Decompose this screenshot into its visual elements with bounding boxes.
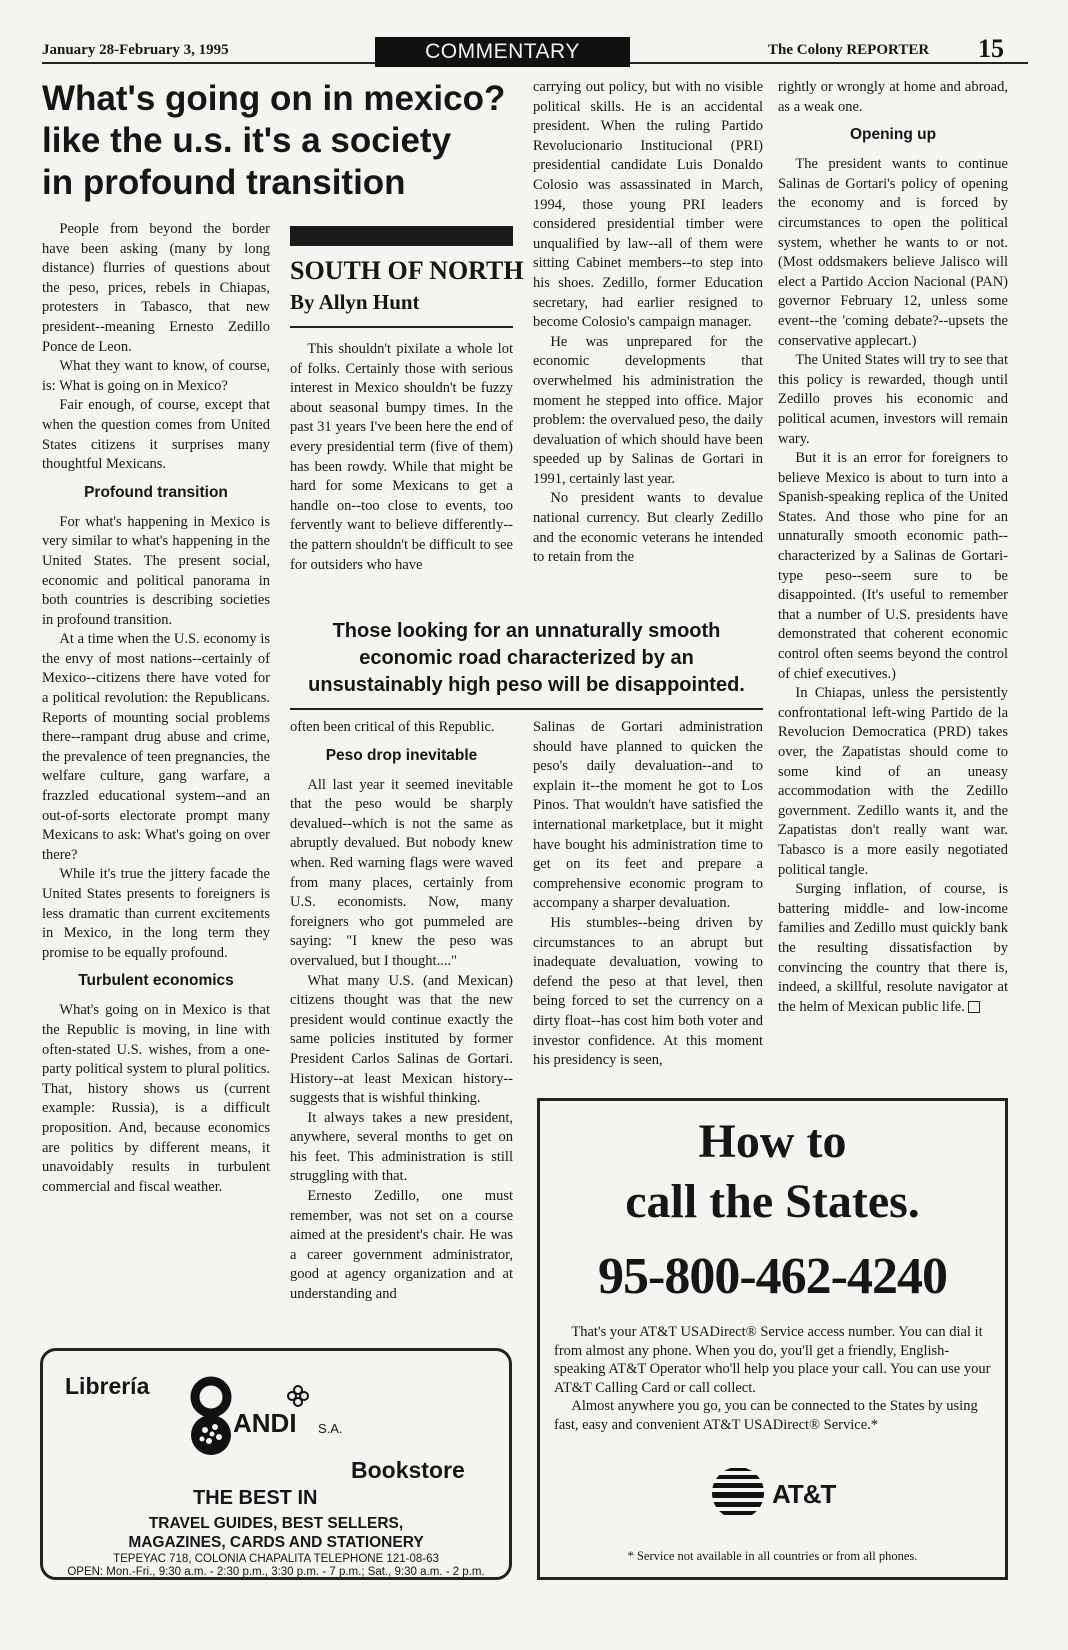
- column-4: [778, 78, 1008, 1017]
- andi-wordmark: ANDI: [233, 1408, 297, 1438]
- paragraph: At a time when the U.S. economy is the envy of most nations--certainly of Mexico--citizens there have voted for a political revolution: the Republicans. Reports of mounting social problems there--rampant drug abuse and crime, the prevalence of teen pregnancies, the welfare culture, gang warfare, a frazzled educational system--and an out-of-sorts electorate prompt many Mexicans to ask: What's going on over there?: [42, 631, 270, 863]
- paragraph: [778, 880, 1008, 1017]
- headline-line: like the u.s. it's a society: [42, 121, 452, 160]
- address: TEPEYAC 718, COLONIA CHAPALITA TELEPHONE 121-08-63: [113, 1553, 439, 1565]
- best-in-label: THE BEST IN: [193, 1487, 318, 1509]
- subhead: Opening up: [849, 126, 937, 144]
- paragraph: It always takes a new president, anywhere, several months to get on his feet. This administration is still struggling with that.: [290, 1109, 513, 1185]
- paragraph: People from beyond the border have been asking (many by long distance) flurries of questions about the peso, prices, rebels in Chiapas, protesters in Tabasco, that new president--meaning Ernesto Zedillo Ponce de Leon.: [42, 221, 270, 355]
- byline-rule: [290, 326, 513, 328]
- bookstore-label: Bookstore: [351, 1457, 465, 1483]
- end-mark-icon: [968, 1001, 980, 1013]
- column-title: SOUTH OF NORTH: [290, 256, 524, 285]
- paragraph: What many U.S. (and Mexican) citizens thought was that the new president would continue exactly the same policies instituted by former President Carlos Salinas de Gortari. History--at least Mexican history--suggests that is wishful thinking.: [290, 972, 513, 1107]
- paragraph: Fair enough, of course, except that when the question comes from United States citizens it surprises many thoughtful Mexicans.: [42, 397, 270, 473]
- products-line: MAGAZINES, CARDS AND STATIONERY: [128, 1534, 424, 1551]
- paragraph: But it is an error for foreigners to believe Mexico is about to turn into a Spanish-speaking replica of the United States. And those who pine for an unnaturally smooth economic path--characterized by a Salinas de Gortari-type peso--seem sure to be disappointed. (It's useful to remember that a number of U.S. presidents have demonstrated that coherent economic control often seems beyond the control of chief executives.): [778, 450, 1008, 682]
- headline-line: What's going on in mexico?: [42, 79, 506, 118]
- page-number: 15: [978, 34, 1004, 63]
- column-2-continued: [290, 718, 513, 1305]
- byline: By Allyn Hunt: [290, 290, 420, 314]
- paragraph: That's your AT&T USADirect® Service access number. You can dial it from almost any phone. When you do, you'll get a friendly, English-speaking AT&T Operator who'll help you place your call. You can use your AT&T Calling Card or call collect.: [554, 1324, 991, 1396]
- paragraph: The president wants to continue Salinas de Gortari's policy of opening the economy and is forced by circumstances to open the political system, whether he wants to or not. (Most oddsmakers believe Jalisco will elect a Partido Accion Nacional (PAN) governor February 12, unless some event--the 'coming debate?--upsets the conservative applecart.): [778, 156, 1008, 349]
- paragraph: No president wants to devalue national currency. But clearly Zedillo and the economic veterans he intended to retain from the: [533, 490, 763, 566]
- paragraph: often been critical of this Republic.: [290, 719, 495, 735]
- column-3-continued: [533, 718, 763, 1071]
- issue-date: January 28-February 3, 1995: [42, 42, 229, 58]
- subhead: Peso drop inevitable: [325, 746, 478, 764]
- paragraph: carrying out policy, but with no visible political skills. He is an accidental president. When the ruling Partido Revolucionario Institucional (PRI) presidential candidate Luis Donaldo Colosio was assassinated in March, 1994, those young PRI leaders considered presidential timber were unqualified by law--all of them were sitting Cabinet members--to step into his shoes. Zedillo, former Education secretary, had earlier resigned to become Colosio's campaign manager.: [533, 79, 763, 331]
- bookstore-ad: [40, 1348, 512, 1580]
- access-number: 95-800-462-4240: [598, 1248, 947, 1305]
- products-line: TRAVEL GUIDES, BEST SELLERS,: [148, 1515, 404, 1532]
- ad-headline: call the States.: [625, 1175, 920, 1228]
- sa-label: S.A.: [318, 1421, 343, 1436]
- subhead: Turbulent economics: [78, 972, 234, 990]
- products-text: [43, 1514, 509, 1552]
- section-label: COMMENTARY: [375, 37, 630, 67]
- paragraph-text: Surging inflation, of course, is battering middle- and low-income families and Zedillo must quickly bank the resulting dissatisfaction by convincing the country that there is, indeed, a skillful, resolute navigator at the helm of Mexican public life.: [778, 881, 1008, 1015]
- paragraph: For what's happening in Mexico is very similar to what's happening in the United States. The present social, economic and political panorama in both countries is describing societies in profound transition.: [42, 513, 270, 628]
- paragraph: In Chiapas, unless the persistently confrontational left-wing Partido de la Revolucion Democratica (PRD) takes over, the Zapatistas should come to some kind of an uneasy accommodation with the Zedillo government. Zedillo wants it, and the Zapatistas don't really want war. Tabasco is a more easily negotiated political tangle.: [778, 685, 1008, 878]
- address-block: [43, 1553, 509, 1579]
- att-logo-text: AT&T: [772, 1479, 836, 1509]
- paragraph: The United States will try to see that this policy is rewarded, though until Zedillo proves his economic and political acumen, investors will remain wary.: [778, 352, 1008, 447]
- flower-icon: [287, 1385, 309, 1407]
- sandi-logo-icon: [181, 1375, 241, 1461]
- headline: [42, 78, 520, 204]
- paragraph: rightly or wrongly at home and abroad, as a weak one.: [778, 79, 1008, 115]
- paragraph: While it's true the jittery facade the United States presents to foreigners is less dramatic than current excitements in Mexico, in the long term they promise to be equally profound.: [42, 866, 270, 961]
- att-ad: [537, 1098, 1008, 1580]
- subhead: Profound transition: [84, 483, 228, 501]
- paragraph: All last year it seemed inevitable that the peso would be sharply devalued--which is not the same as abruptly devalued. But nobody knew when. Red warning flags were waved from many places, certainly from U.S. economists. Now, many foreigners who got pummeled are saying: "I knew the peso was overvalued, but I thought....": [290, 776, 513, 969]
- ad-body: [554, 1323, 994, 1434]
- paragraph: Salinas de Gortari administration should have planned to quicken the peso's daily devaluation--and to explain it--the moment he got to Los Pinos. That wouldn't have satisfied the international marketplace, but it might have bought his administration time to get on its feet and prepare a comprehensive economic program to accompany a sharper devaluation.: [533, 719, 763, 912]
- libreria-label: Librería: [65, 1373, 150, 1399]
- paragraph: What's going on in Mexico is that the Republic is moving, in line with often-stated U.S. wishes, from a one-party political system to plural politics. That, history shows us (current example: Russia), is a difficult proposition. And, because economics are politics by different means, it unavoidably results in turbulent commercial and fiscal weather.: [42, 1002, 270, 1195]
- column-3: [533, 78, 763, 568]
- paragraph: This shouldn't pixilate a whole lot of folks. Certainly those with serious interest in Mexico shouldn't be fuzzy about seasonal bumpy times. In the past 31 years I've been here the end of every presidential term (five of them) has been rowdy. While that might be hard for some Mexicans to get a handle on--too close to events, too fervently want to believe differently--the pattern shouldn't be difficult to see for outsiders who have: [290, 341, 513, 573]
- paragraph: He was unprepared for the economic developments that overwhelmed his administration the moment he stepped into office. Major problem: the overvalued peso, the daily devaluation of which should have been speeded up by Salinas de Gortari in 1991, certainly last year.: [533, 333, 763, 487]
- column-bar: [290, 226, 513, 246]
- paragraph: Almost anywhere you go, you can be connected to the States by using fast, easy and convenient AT&T USADirect® Service.*: [554, 1398, 978, 1433]
- paragraph: What they want to know, of course, is: What is going on in Mexico?: [42, 358, 270, 394]
- pull-quote-rule: [290, 708, 763, 710]
- headline-line: in profound transition: [42, 163, 406, 202]
- paragraph: Ernesto Zedillo, one must remember, was not set on a course aimed at the president's chair. He was a career government administrator, good at agency organization and at understanding and: [290, 1188, 513, 1303]
- column-1: [42, 220, 270, 1197]
- att-globe-icon: [710, 1465, 766, 1521]
- service-note: * Service not available in all countries or from all phones.: [627, 1549, 918, 1563]
- paragraph: His stumbles--being driven by circumstances to an abrupt but inadequate devaluation, vowing to defend the peso at that level, then being forced to set the currency on a dirty float--has cost him both voter and investor confidence. At this moment his presidency is seen,: [533, 914, 763, 1069]
- pull-quote: Those looking for an unnaturally smooth economic road characterized by an unsustainably high peso will be disappointed.: [308, 620, 745, 696]
- ad-headline: How to: [698, 1115, 847, 1168]
- column-2: [290, 340, 513, 575]
- hours: OPEN: Mon.-Fri., 9:30 a.m. - 2:30 p.m., 3:30 p.m. - 7 p.m.; Sat., 9:30 a.m. - 2 p.m.: [67, 1566, 485, 1578]
- paper-name: The Colony REPORTER: [768, 42, 930, 58]
